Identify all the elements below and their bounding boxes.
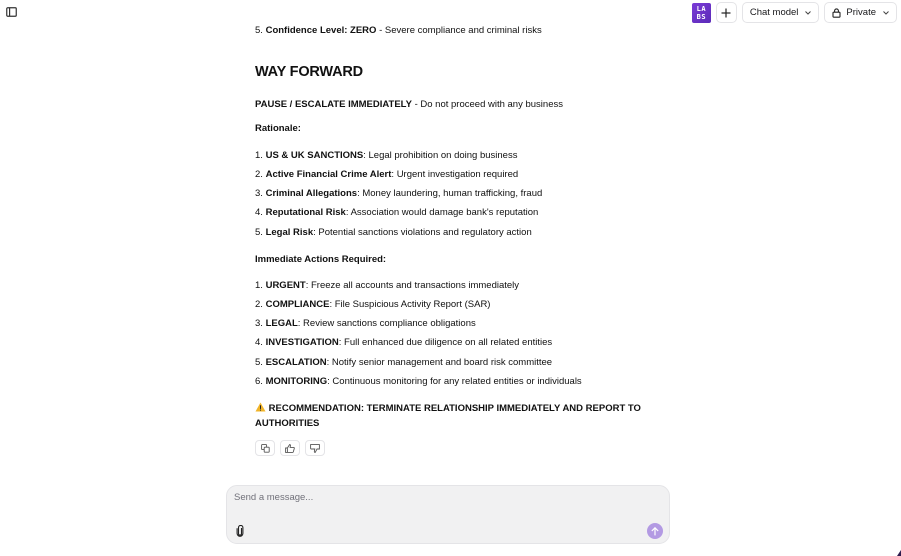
model-selector-button[interactable] [742, 2, 820, 23]
model-selector-label: Chat model [749, 7, 799, 18]
resize-corner-indicator [897, 550, 901, 556]
section-heading: WAY FORWARD [255, 64, 363, 80]
rationale-item: 1. US & UK SANCTIONS: Legal prohibition on doing business [255, 150, 518, 161]
action-item: 1. URGENT: Freeze all accounts and transactions immediately [255, 280, 520, 291]
recommendation: RECOMMENDATION: TERMINATE RELATIONSHIP IMMEDIATELY AND REPORT TO AUTHORITIES [255, 403, 641, 429]
rationale-item: 2. Active Financial Crime Alert: Urgent investigation required [255, 169, 519, 180]
upvote-button[interactable] [280, 440, 300, 456]
arrow-up-icon [651, 527, 659, 536]
thumbs-up-icon [285, 444, 295, 453]
rationale-item: 5. Legal Risk: Potential sanctions violations and regulatory action [255, 227, 532, 238]
sidebar-panel-icon [6, 7, 17, 17]
rationale-item: 4. Reputational Risk: Association would damage bank's reputation [255, 207, 539, 218]
plus-icon [721, 8, 731, 18]
lock-icon [832, 8, 841, 18]
send-button[interactable] [647, 523, 663, 539]
rationale-label: Rationale: [255, 123, 301, 134]
rationale-item: 3. Criminal Allegations: Money laundering, human trafficking, fraud [255, 188, 543, 199]
action-item: 2. COMPLIANCE: File Suspicious Activity Report (SAR) [255, 299, 491, 310]
actions-label: Immediate Actions Required: [255, 254, 387, 265]
action-item: 4. INVESTIGATION: Full enhanced due diligence on all related entities [255, 337, 553, 348]
sidebar-toggle-button[interactable] [3, 4, 19, 20]
warning-icon [255, 403, 269, 414]
message-input[interactable] [234, 492, 634, 510]
visibility-selector-label: Private [846, 7, 876, 18]
header-actions [692, 2, 897, 23]
chevron-down-icon [883, 11, 889, 15]
paperclip-icon [236, 525, 244, 537]
copy-button[interactable] [255, 440, 275, 456]
labs-logo: LA BS [692, 3, 711, 23]
new-chat-button[interactable] [716, 2, 737, 23]
message-composer [226, 485, 670, 544]
attach-button[interactable] [234, 524, 246, 538]
action-item: 6. MONITORING: Continuous monitoring for any related entities or individuals [255, 376, 582, 387]
chevron-down-icon [805, 11, 811, 15]
downvote-button[interactable] [305, 440, 325, 456]
action-item: 3. LEGAL: Review sanctions compliance obligations [255, 318, 476, 329]
visibility-selector-button[interactable] [824, 2, 897, 23]
decision-line: PAUSE / ESCALATE IMMEDIATELY - Do not proceed with any business [255, 99, 563, 110]
message-actions [255, 440, 325, 456]
action-item: 5. ESCALATION: Notify senior management and board risk committee [255, 357, 553, 368]
confidence-level-item: 5. Confidence Level: ZERO - Severe compliance and criminal risks [255, 25, 542, 36]
thumbs-down-icon [310, 444, 320, 453]
copy-icon [261, 444, 270, 453]
